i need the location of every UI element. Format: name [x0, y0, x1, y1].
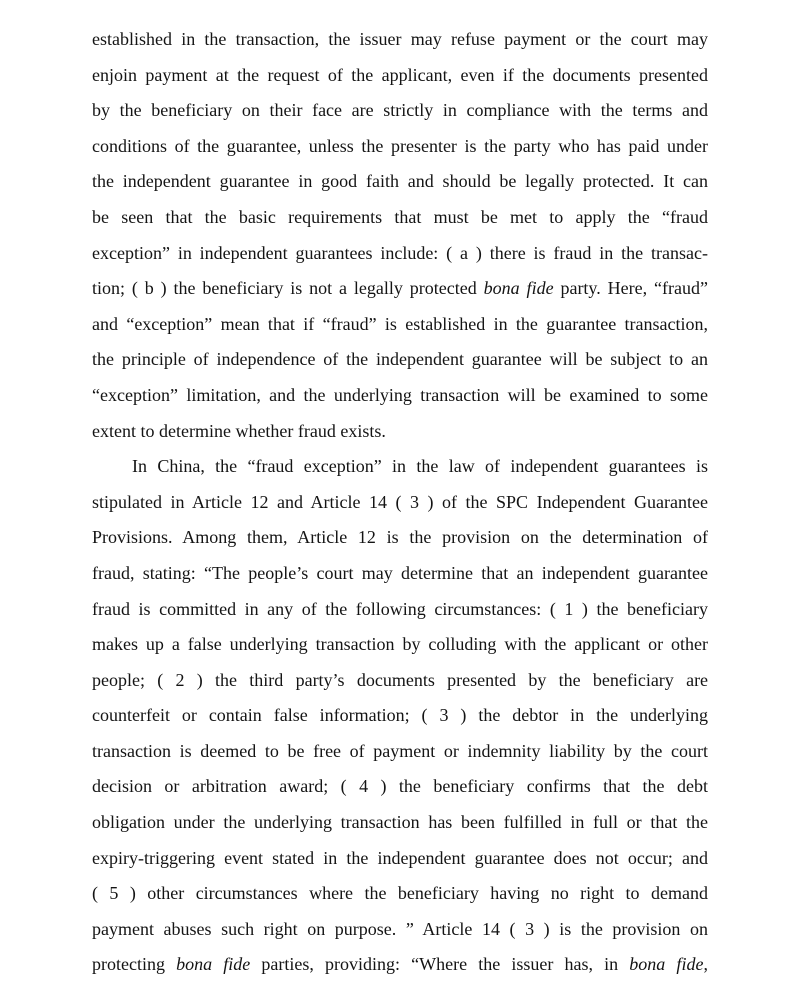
text-line [92, 342, 708, 378]
text-line [92, 769, 708, 805]
text-segment: people; ( 2 ) the third party’s documents presented by the beneficiary are [92, 669, 708, 690]
text-line [92, 592, 708, 628]
text-segment: stipulated in Article 12 and Article 14 ( 3 ) of the SPC Independent Guarantee [92, 491, 708, 512]
text-line-content [92, 278, 708, 298]
text-line [92, 556, 708, 592]
text-line-content [92, 100, 708, 120]
text-line-content [92, 314, 708, 334]
text-segment: counterfeit or contain false information; ( 3 ) the debtor in the underlying [92, 705, 708, 726]
text-segment: extent to determine whether fraud exists. [92, 420, 386, 441]
text-line [92, 912, 708, 948]
text-line [92, 805, 708, 841]
text-line [92, 22, 708, 58]
text-line-content [132, 456, 708, 476]
text-segment: conditions of the guarantee, unless the presenter is the party who has paid under [92, 135, 708, 156]
text-line [92, 236, 708, 272]
text-line-content [92, 883, 708, 903]
italic-text-segment: bona fide [629, 954, 704, 975]
text-line [92, 485, 708, 521]
text-line [92, 876, 708, 912]
text-line-content [92, 207, 708, 227]
text-segment: by the beneficiary on their face are strictly in compliance with the terms and [92, 100, 708, 121]
text-segment: makes up a false underlying transaction by colluding with the applicant or other [92, 634, 708, 655]
text-segment: the principle of independence of the independent guarantee will be subject to an [92, 349, 708, 370]
text-segment: “exception” limitation, and the underlying transaction will be examined to some [92, 384, 708, 405]
text-line [92, 93, 708, 129]
text-segment: ( 5 ) other circumstances where the beneficiary having no right to demand [92, 883, 708, 904]
text-segment: , [703, 954, 708, 975]
text-line [92, 520, 708, 556]
text-segment: obligation under the underlying transaction has been fulfilled in full or that the [92, 812, 708, 833]
text-line [92, 449, 708, 485]
text-line-content [92, 492, 708, 512]
text-line [92, 164, 708, 200]
text-segment: fraud is committed in any of the following circumstances: ( 1 ) the beneficiary [92, 598, 708, 619]
text-segment: Provisions. Among them, Article 12 is the provision on the determination of [92, 527, 708, 548]
italic-text-segment: bona fide [176, 954, 251, 975]
text-segment: the independent guarantee in good faith and should be legally protected. It can [92, 171, 708, 192]
text-line-content [92, 527, 708, 547]
text-line-content [92, 741, 708, 761]
text-line [92, 58, 708, 94]
text-segment: transaction is deemed to be free of payment or indemnity liability by the court [92, 740, 708, 761]
text-line-content [92, 812, 708, 832]
text-segment: and “exception” mean that if “fraud” is established in the guarantee transaction, [92, 313, 708, 334]
text-line [92, 627, 708, 663]
text-line-content [92, 421, 386, 441]
text-line-content [92, 705, 708, 725]
text-line-content [92, 349, 708, 369]
text-line [92, 129, 708, 165]
text-line-content [92, 776, 708, 796]
text-segment: payment abuses such right on purpose. ” Article 14 ( 3 ) is the provision on [92, 918, 708, 939]
text-line [92, 307, 708, 343]
text-line-content [92, 670, 708, 690]
text-line [92, 663, 708, 699]
text-line [92, 698, 708, 734]
text-line-content [92, 243, 708, 263]
italic-text-segment: bona fide [483, 278, 554, 299]
text-segment: be seen that the basic requirements that must be met to apply the “fraud [92, 206, 708, 227]
text-line-content [92, 385, 708, 405]
text-segment: enjoin payment at the request of the applicant, even if the documents presented [92, 64, 708, 85]
text-line-content [92, 954, 708, 974]
text-line-content [92, 65, 708, 85]
text-segment: party. Here, “fraud” [553, 278, 708, 299]
text-line-content [92, 136, 708, 156]
text-line [92, 841, 708, 877]
text-line [92, 200, 708, 236]
text-line [92, 414, 708, 450]
text-segment: established in the transaction, the issuer may refuse payment or the court may [92, 29, 708, 49]
text-line [92, 378, 708, 414]
text-line [92, 947, 708, 983]
text-segment: parties, providing: “Where the issuer has, in [250, 954, 630, 975]
text-line-content [92, 29, 708, 49]
text-line-content [92, 848, 708, 868]
text-segment: tion; ( b ) the beneficiary is not a legally protected [92, 278, 484, 299]
text-segment: expiry-triggering event stated in the independent guarantee does not occur; and [92, 847, 708, 868]
text-line-content [92, 171, 708, 191]
text-line-content [92, 634, 708, 654]
text-segment: In China, the “fraud exception” in the law of independent guarantees is [132, 456, 708, 477]
text-segment: exception” in independent guarantees include: ( a ) there is fraud in the transac- [92, 242, 708, 263]
text-line-content [92, 599, 708, 619]
text-segment: protecting [92, 954, 177, 975]
text-segment: decision or arbitration award; ( 4 ) the beneficiary confirms that the debt [92, 776, 708, 797]
text-line-content [92, 563, 708, 583]
text-line [92, 271, 708, 307]
text-segment: fraud, stating: “The people’s court may determine that an independent guarantee [92, 562, 708, 583]
text-line-content [92, 919, 708, 939]
text-line [92, 734, 708, 770]
